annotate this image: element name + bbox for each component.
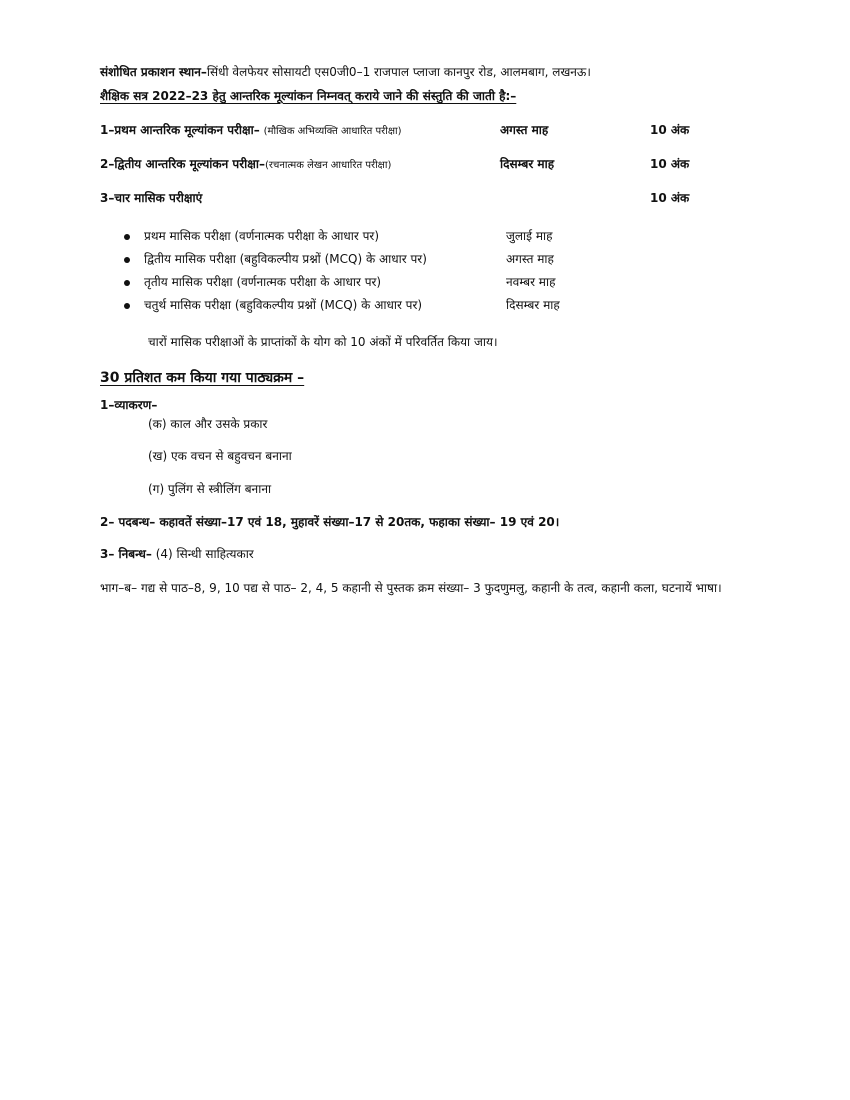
monthly-test-month: नवम्बर माह (506, 275, 556, 289)
publisher-value: सिंधी वेलफेयर सोसायटी एस0जी0–1 राजपाल प्लाजा कानपुर रोड, आलमबाग, लखनऊ। (206, 65, 591, 79)
nibandh-line (100, 546, 254, 562)
assessment-title: 3–चार मासिक परीक्षाएं (100, 191, 203, 205)
monthly-test-month: जुलाई माह (506, 229, 553, 243)
monthly-test-label: प्रथम मासिक परीक्षा (वर्णनात्मक परीक्षा के आधार पर) (144, 229, 380, 243)
monthly-test-month: अगस्त माह (506, 252, 554, 266)
monthly-test-label: चतुर्थ मासिक परीक्षा (बहुविकल्पीय प्रश्नों (MCQ) के आधार पर) (144, 298, 423, 312)
monthly-test-label: तृतीय मासिक परीक्षा (वर्णनात्मक परीक्षा के आधार पर) (144, 275, 382, 289)
bullet-icon (124, 234, 130, 240)
bullet-icon (124, 280, 130, 286)
padbandh-line: 2– पदबन्ध– कहावतें संख्या–17 एवं 18, मुहावरें संख्या–17 से 20तक, फहाका संख्या– 19 एवं 20। (100, 515, 560, 529)
assessment-month: अगस्त माह (500, 123, 549, 137)
monthly-note: चारों मासिक परीक्षाओं के प्राप्तांकों के योग को 10 अंकों में परिवर्तित किया जाय। (148, 335, 498, 349)
assessment-note: (रचनात्मक लेखन आधारित परीक्षा) (264, 160, 392, 171)
nibandh-label: 3– निबन्ध– (100, 547, 152, 561)
bullet-icon (124, 257, 130, 263)
publisher-label: संशोधित प्रकाशन स्थान– (100, 65, 207, 79)
assessment-title: 2–द्वितीय आन्तरिक मूल्यांकन परीक्षा– (100, 157, 265, 171)
monthly-test-item (124, 297, 560, 313)
grammar-item: (ग) पुलिंग से स्त्रीलिंग बनाना (148, 482, 272, 496)
publisher-line (100, 64, 591, 80)
bullet-icon (124, 303, 130, 309)
session-heading: शैक्षिक सत्र 2022–23 हेतु आन्तरिक मूल्यांकन निम्नवत् कराये जाने की संस्तुति की जाती है:– (100, 89, 517, 103)
nibandh-value: (4) सिन्धी साहित्यकार (155, 547, 254, 561)
monthly-test-month: दिसम्बर माह (506, 298, 560, 312)
assessment-marks: 10 अंक (650, 157, 690, 171)
assessment-note: (मौखिक अभिव्यक्ति आधारित परीक्षा) (263, 126, 402, 137)
grammar-item: (ख) एक वचन से बहुवचन बनाना (148, 449, 292, 463)
assessment-row (100, 156, 800, 174)
assessment-title: 1–प्रथम आन्तरिक मूल्यांकन परीक्षा– (100, 123, 260, 137)
assessment-month: दिसम्बर माह (500, 157, 555, 171)
monthly-test-item (124, 274, 556, 290)
assessment-row (100, 122, 800, 140)
assessment-row (100, 190, 800, 206)
grammar-item: (क) काल और उसके प्रकार (148, 417, 268, 431)
reduced-syllabus-heading: 30 प्रतिशत कम किया गया पाठ्यक्रम – (100, 370, 305, 386)
monthly-test-item (124, 228, 553, 244)
assessment-marks: 10 अंक (650, 123, 690, 137)
monthly-test-label: द्वितीय मासिक परीक्षा (बहुविकल्पीय प्रश्नों (MCQ) के आधार पर) (144, 252, 427, 266)
grammar-heading: 1–व्याकरण– (100, 398, 158, 412)
assessment-marks: 10 अंक (650, 191, 690, 205)
part-b-paragraph: भाग–ब– गद्य से पाठ–8, 9, 10 पद्य से पाठ– 2, 4, 5 कहानी से पुस्तक क्रम संख्या– 3 फुदणुमलु, कहानी के तत्व, कहानी कला, घटनायें भाषा। (100, 581, 722, 595)
monthly-test-item (124, 251, 554, 267)
